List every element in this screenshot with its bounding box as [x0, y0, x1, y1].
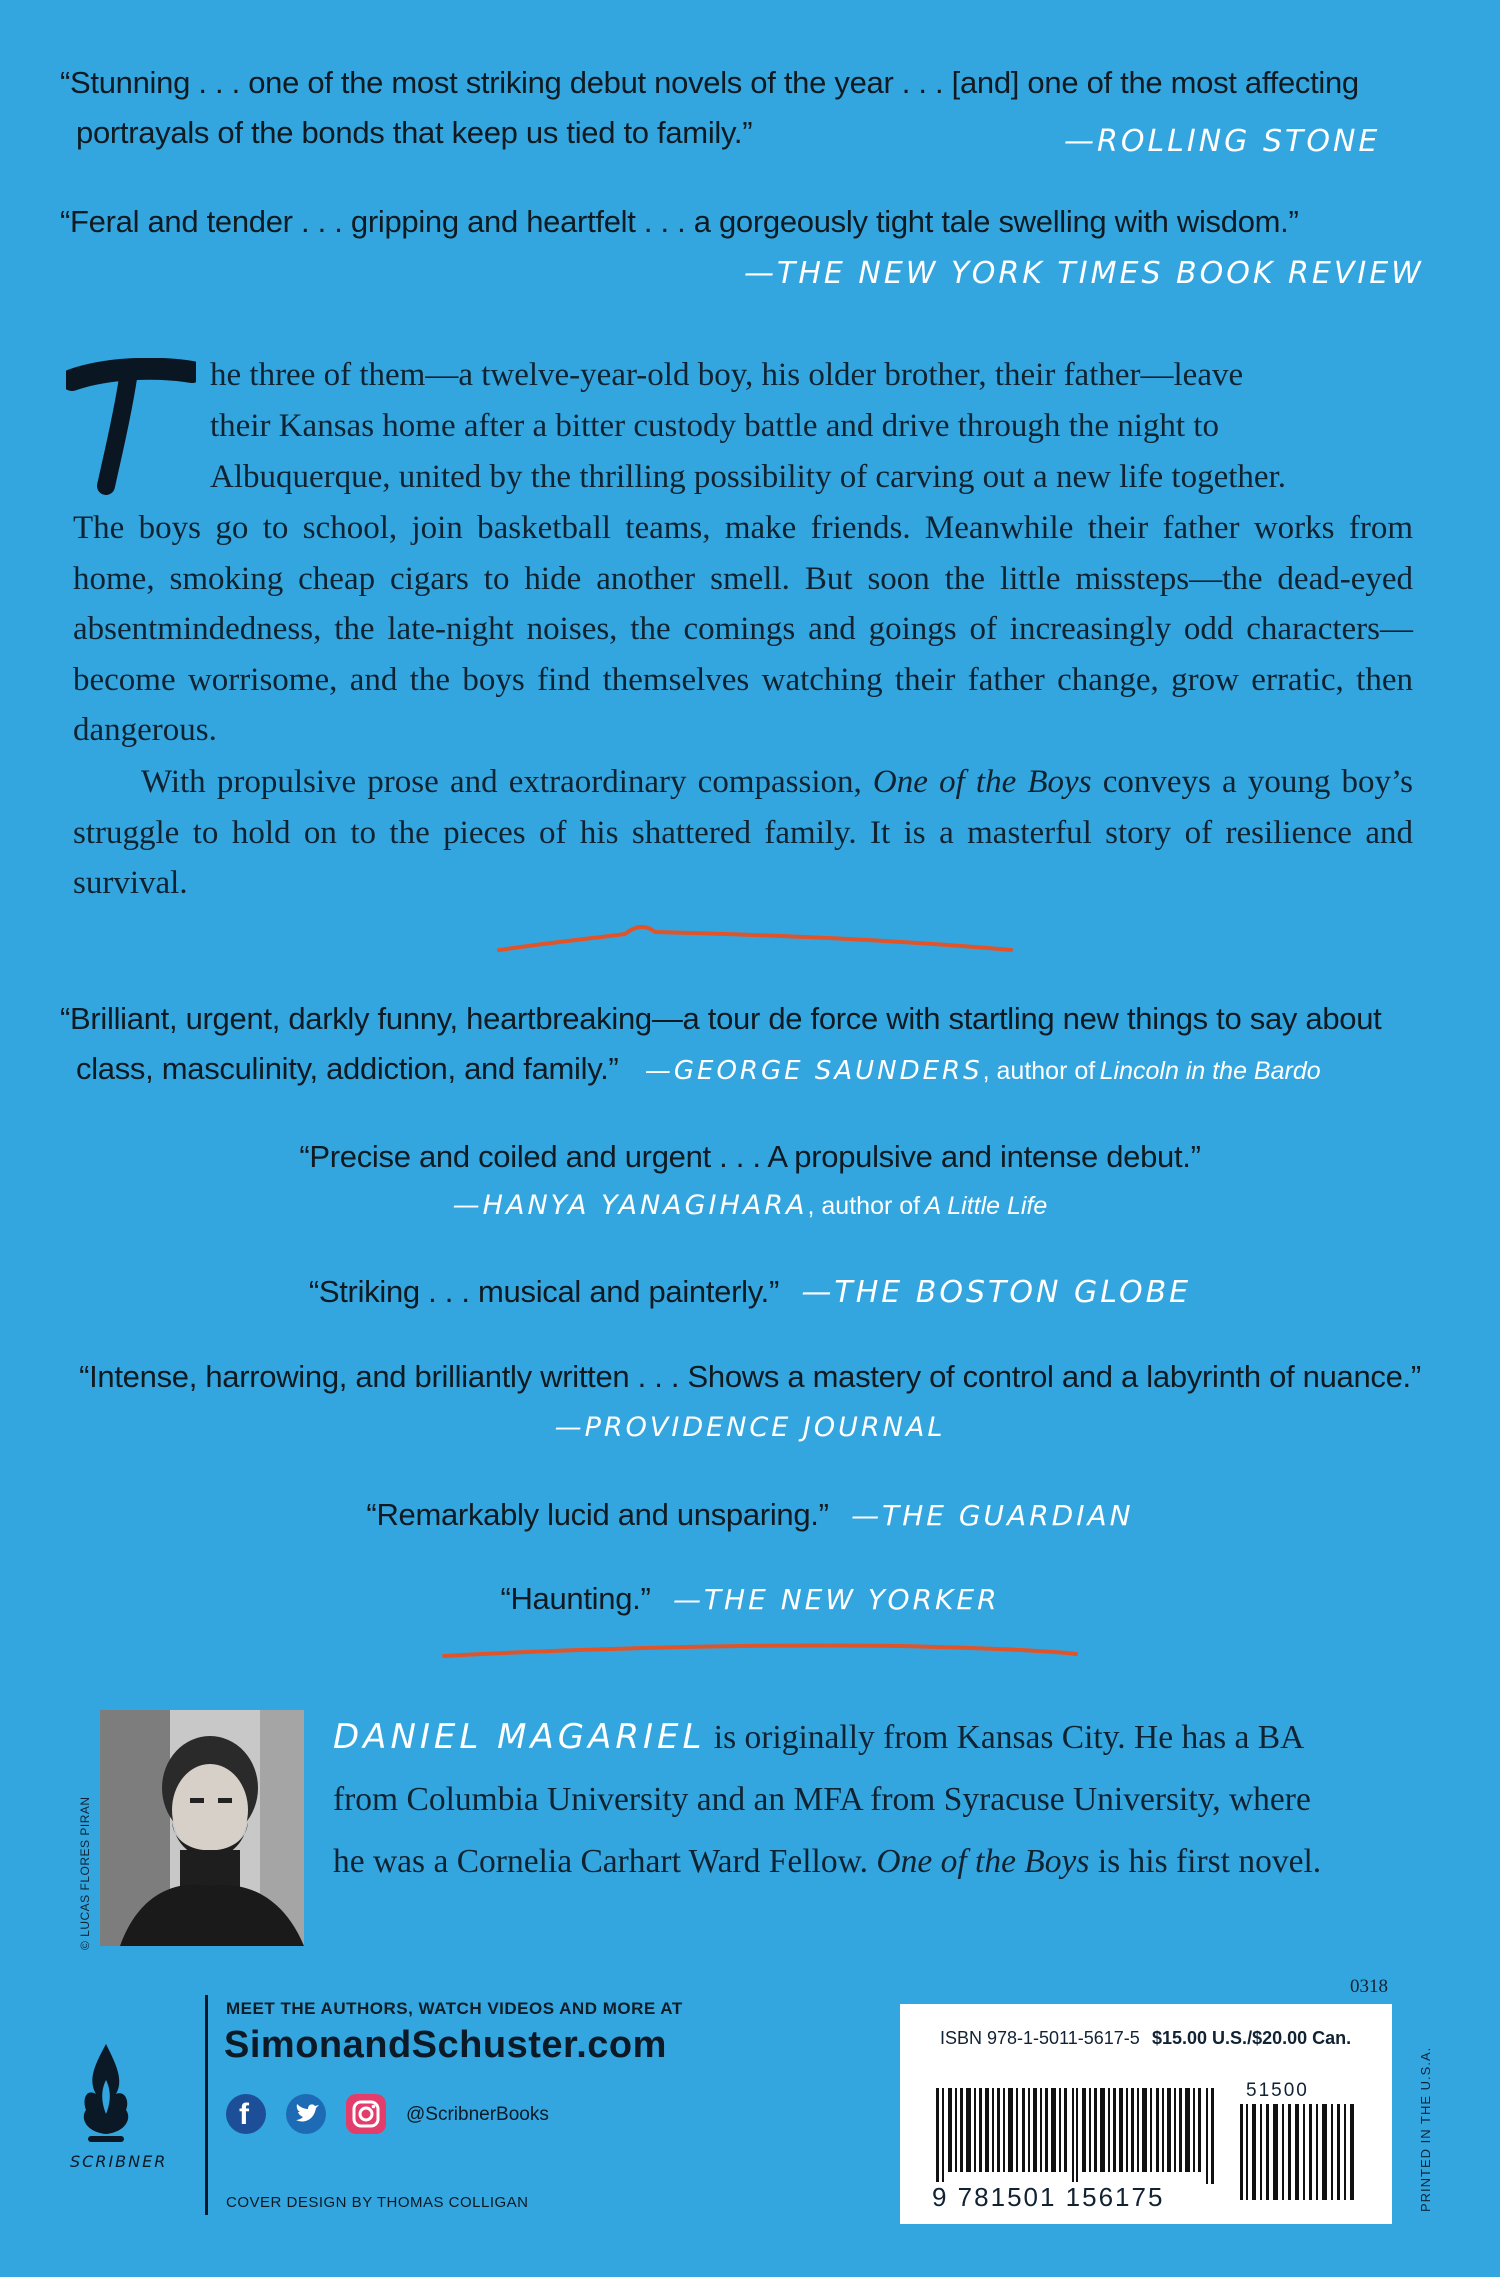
publisher-website-link[interactable]: SimonandSchuster.com [224, 2024, 667, 2066]
facebook-icon[interactable]: f [226, 2094, 266, 2134]
description-paragraph-1-body: The boys go to school, join basketball teams, make friends. Meanwhile their father works from home, smoking cheap cigars to hide another smell. But soon the little missteps—the dead-eyed absentmindedness, the late-night noises, the comings and goings of increasingly odd characters—become worrisome, and the boys find themselves watching their father change, grow erratic, then dangerous. [73, 510, 1413, 748]
footer-vertical-rule [205, 1995, 208, 2215]
description-p2-pre: With propulsive prose and extraordinary compassion, [141, 764, 862, 800]
printed-in-usa: PRINTED IN THE U.S.A. [1418, 2046, 1433, 2212]
author-bio-line1-rest: is originally from Kansas City. He has a BA [713, 1719, 1305, 1756]
author-photo [100, 1710, 304, 1946]
author-bio-line3-post: is his first novel. [1097, 1843, 1322, 1880]
source-boston-globe: —THE BOSTON GLOBE [801, 1275, 1192, 1310]
scribner-flame-logo [66, 2040, 146, 2150]
quote-yanagihara-source-row [0, 1190, 1500, 1221]
price-code: 51500 [1246, 2080, 1309, 2101]
barcode-main [936, 2088, 1216, 2184]
source-hanya-yanagihara: —HANYA YANAGIHARA [452, 1190, 808, 1221]
barcode-addon [1240, 2104, 1360, 2200]
description-first-line: he three of them—a twelve-year-old boy, his older brother, their father—leave [210, 357, 1244, 393]
quote-boston-globe: “Striking . . . musical and painterly.” [308, 1274, 779, 1309]
description-second-line: their Kansas home after a bitter custody battle and drive through the night to [210, 408, 1219, 444]
drop-cap-brush-t [66, 358, 196, 498]
source-providence-journal: —PROVIDENCE JOURNAL [554, 1412, 946, 1443]
publisher-name: SCRIBNER [70, 2152, 168, 2171]
author-bio-line1 [333, 1712, 1304, 1763]
quote-saunders-line2-row [76, 1050, 1321, 1087]
byline-yanagihara-pre: , author of [807, 1192, 921, 1220]
author-bio-line3-pre: he was a Cornelia Carhart Ward Fellow. [333, 1843, 869, 1880]
quote-nyt-line1: “Feral and tender . . . gripping and heartfelt . . . a gorgeously tight tale swelling with wisdom.” [60, 204, 1299, 239]
source-george-saunders: —GEORGE SAUNDERS [644, 1056, 983, 1086]
photo-credit: © LUCAS FLORES PIRAN [78, 1796, 92, 1950]
quote-rolling-stone-line1: “Stunning . . . one of the most striking debut novels of the year . . . [and] one of the most affecting [60, 65, 1359, 100]
quote-new-yorker-row [0, 1580, 1500, 1617]
quote-providence-journal: “Intense, harrowing, and brilliantly written . . . Shows a mastery of control and a labyrinth of nuance.” [79, 1359, 1421, 1394]
print-code: 0318 [1350, 1976, 1388, 1997]
description-paragraph-2 [73, 757, 1413, 909]
source-the-guardian: —THE GUARDIAN [851, 1499, 1134, 1532]
description-third-line: Albuquerque, united by the thrilling possibility of carving out a new life together. [210, 459, 1286, 495]
barcode-number: 9 781501 156175 [932, 2182, 1165, 2212]
author-bio-line3 [333, 1836, 1321, 1887]
description-p2-post: conveys a young boy’s struggle to hold on to the pieces of his shattered family. It is a masterful story of resilience and survival. [73, 764, 1414, 901]
quote-saunders-line1: “Brilliant, urgent, darkly funny, heartbreaking—a tour de force with startling new things to say about [60, 1001, 1382, 1036]
book-title: One of the Boys [872, 764, 1092, 800]
source-rolling-stone: —ROLLING STONE [1064, 124, 1381, 159]
quote-new-yorker: “Haunting.” [500, 1581, 651, 1616]
social-handle[interactable]: @ScribnerBooks [406, 2104, 549, 2125]
byline-yanagihara-title: A Little Life [924, 1192, 1048, 1220]
author-bio-line2: from Columbia University and an MFA from Syracuse University, where [333, 1781, 1311, 1818]
quote-guardian: “Remarkably lucid and unsparing.” [366, 1497, 829, 1532]
author-bio-book-title: One of the Boys [876, 1843, 1090, 1880]
quote-saunders-line2: class, masculinity, addiction, and family.” [76, 1051, 619, 1086]
quote-yanagihara: “Precise and coiled and urgent . . . A propulsive and intense debut.” [299, 1139, 1201, 1174]
quote-guardian-row [0, 1496, 1500, 1533]
quote-rolling-stone-line2: portrayals of the bonds that keep us tied to family.” [76, 115, 753, 150]
isbn: ISBN 978-1-5011-5617-5 [940, 2028, 1140, 2048]
byline-saunders-title: Lincoln in the Bardo [1099, 1057, 1321, 1085]
twitter-icon[interactable] [286, 2094, 326, 2134]
author-name: DANIEL MAGARIEL [333, 1717, 706, 1757]
meet-authors-line: MEET THE AUTHORS, WATCH VIDEOS AND MORE AT [226, 1999, 683, 2018]
source-the-new-yorker: —THE NEW YORKER [672, 1583, 1000, 1616]
cover-design-credit: COVER DESIGN BY THOMAS COLLIGAN [226, 2194, 529, 2211]
instagram-icon[interactable] [346, 2094, 386, 2134]
source-nyt-book-review: —THE NEW YORK TIMES BOOK REVIEW [744, 256, 1424, 291]
price: $15.00 U.S./$20.00 Can. [1152, 2028, 1352, 2048]
red-divider-top [495, 920, 1015, 965]
red-divider-bottom [440, 1636, 1080, 1671]
byline-saunders-pre: , author of [982, 1057, 1096, 1085]
quote-boston-globe-row [0, 1273, 1500, 1310]
barcode-box [900, 2004, 1392, 2224]
